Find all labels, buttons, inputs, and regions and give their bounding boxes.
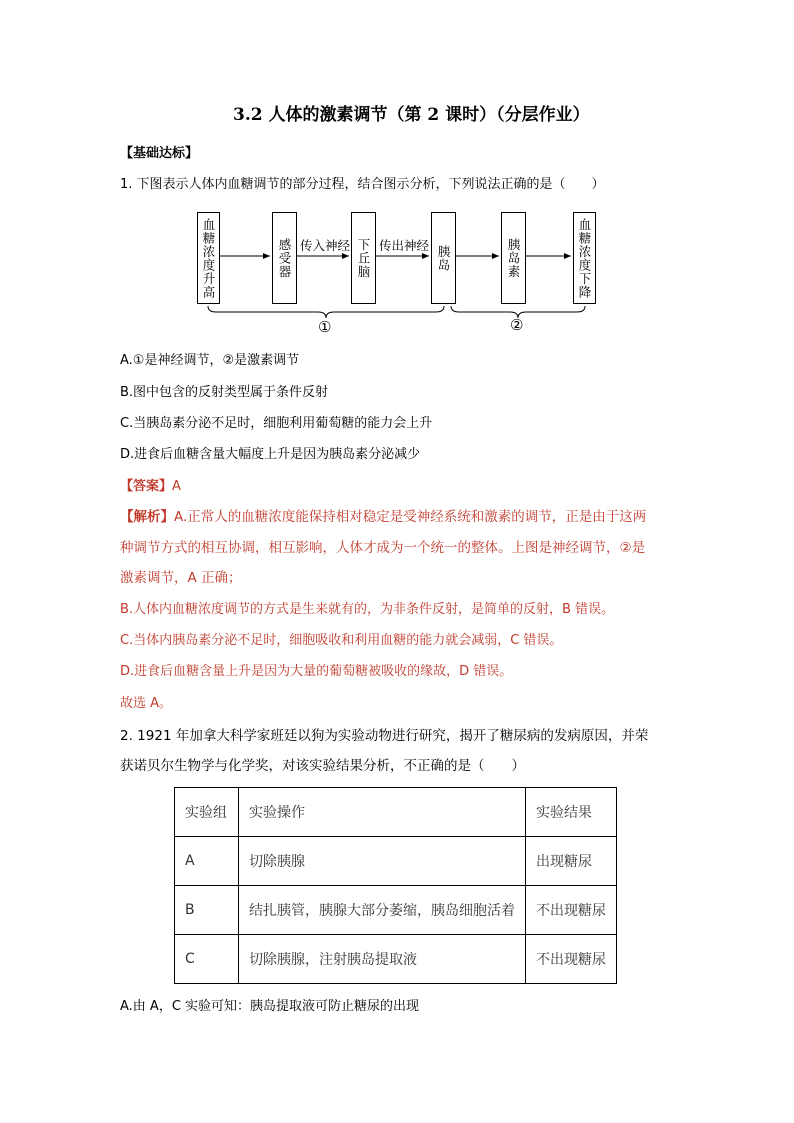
q1-answer: [120, 478, 181, 496]
q1-option-a: A.①是神经调节，②是激素调节: [120, 353, 300, 368]
q1-option-c: C.当胰岛素分泌不足时，细胞利用葡萄糖的能力会上升: [120, 416, 433, 431]
diagram-box-label: 胰岛素: [506, 237, 521, 279]
q1-analysis-line-1: [120, 508, 646, 526]
q1-option-d: D.进食后血糖含量大幅度上升是因为胰岛素分泌减少: [120, 447, 421, 462]
q2-option-a: A.由 A，C 实验可知：胰岛提取液可防止糖尿的出现: [120, 999, 420, 1014]
q2-stem-line-1: 2. 1921 年加拿大科学家班廷以狗为实验动物进行研究，揭开了糖尿病的发病原因，并荣: [120, 728, 649, 744]
q1-option-b: B.图中包含的反射类型属于条件反射: [120, 385, 329, 400]
experiment-table: [174, 787, 617, 984]
table-cell: 不出现糖尿: [526, 935, 617, 984]
q1-analysis-line-3: 激素调节，A 正确；: [120, 570, 242, 586]
table-header: 实验组: [175, 788, 239, 837]
diagram-arrows: [0, 0, 794, 340]
table-cell: 结扎胰管，胰腺大部分萎缩，胰岛细胞活着: [239, 886, 526, 935]
efferent-nerve-label: 传出神经: [379, 238, 430, 253]
diagram-box-label: 血糖浓度升高: [201, 217, 216, 299]
q1-stem: 1. 下图表示人体内血糖调节的部分过程，结合图示分析，下列说法正确的是（ ）: [120, 177, 605, 192]
q1-analysis-line-2: 种调节方式的相互协调，相互影响，人体才成为一个统一的整体。上图是神经调节，②是: [120, 540, 646, 556]
table-row: [175, 886, 617, 935]
table-cell: 出现糖尿: [526, 837, 617, 886]
answer-label: 【答案】: [120, 479, 173, 494]
q1-analysis-c: C.当体内胰岛素分泌不足时，细胞吸收和利用血糖的能力就会减弱，C 错误。: [120, 633, 563, 648]
table-cell: 切除胰腺: [239, 837, 526, 886]
table-cell: 不出现糖尿: [526, 886, 617, 935]
q1-analysis-b: B.人体内血糖浓度调节的方式是生来就有的，为非条件反射，是简单的反射，B 错误。: [120, 602, 615, 617]
afferent-nerve-label: 传入神经: [300, 238, 351, 253]
table-cell: C: [175, 935, 239, 984]
page-title: 3.2 人体的激素调节（第 2 课时）（分层作业）: [233, 105, 590, 125]
diagram-box-label: 下丘脑: [356, 237, 371, 279]
analysis-label: 【解析】: [120, 509, 174, 525]
q1-analysis-d: D.进食后血糖含量上升是因为大量的葡萄糖被吸收的缘故，D 错误。: [120, 664, 513, 679]
table-row: [175, 837, 617, 886]
q1-conclusion: 故选 A。: [120, 696, 173, 711]
brace-label-2: ②: [510, 316, 524, 334]
table-header: 实验操作: [239, 788, 526, 837]
brace-label-1: ①: [318, 318, 332, 336]
answer-value: A: [172, 479, 181, 494]
diagram-box-label: 感受器: [277, 237, 292, 279]
table-cell: A: [175, 837, 239, 886]
q2-stem-line-2: 获诺贝尔生物学与化学奖，对该实验结果分析，不正确的是（ ）: [120, 758, 525, 774]
table-header: 实验结果: [526, 788, 617, 837]
table-cell: B: [175, 886, 239, 935]
analysis-text: A.正常人的血糖浓度能保持相对稳定是受神经系统和激素的调节，正是由于这两: [174, 509, 647, 525]
brace-1: [208, 306, 444, 318]
diagram-box-label: 胰岛: [436, 244, 451, 272]
section-heading: 【基础达标】: [120, 146, 199, 161]
table-header-row: [175, 788, 617, 837]
table-cell: 切除胰腺，注射胰岛提取液: [239, 935, 526, 984]
diagram-box-label: 血糖浓度下降: [577, 217, 592, 299]
table-row: [175, 935, 617, 984]
